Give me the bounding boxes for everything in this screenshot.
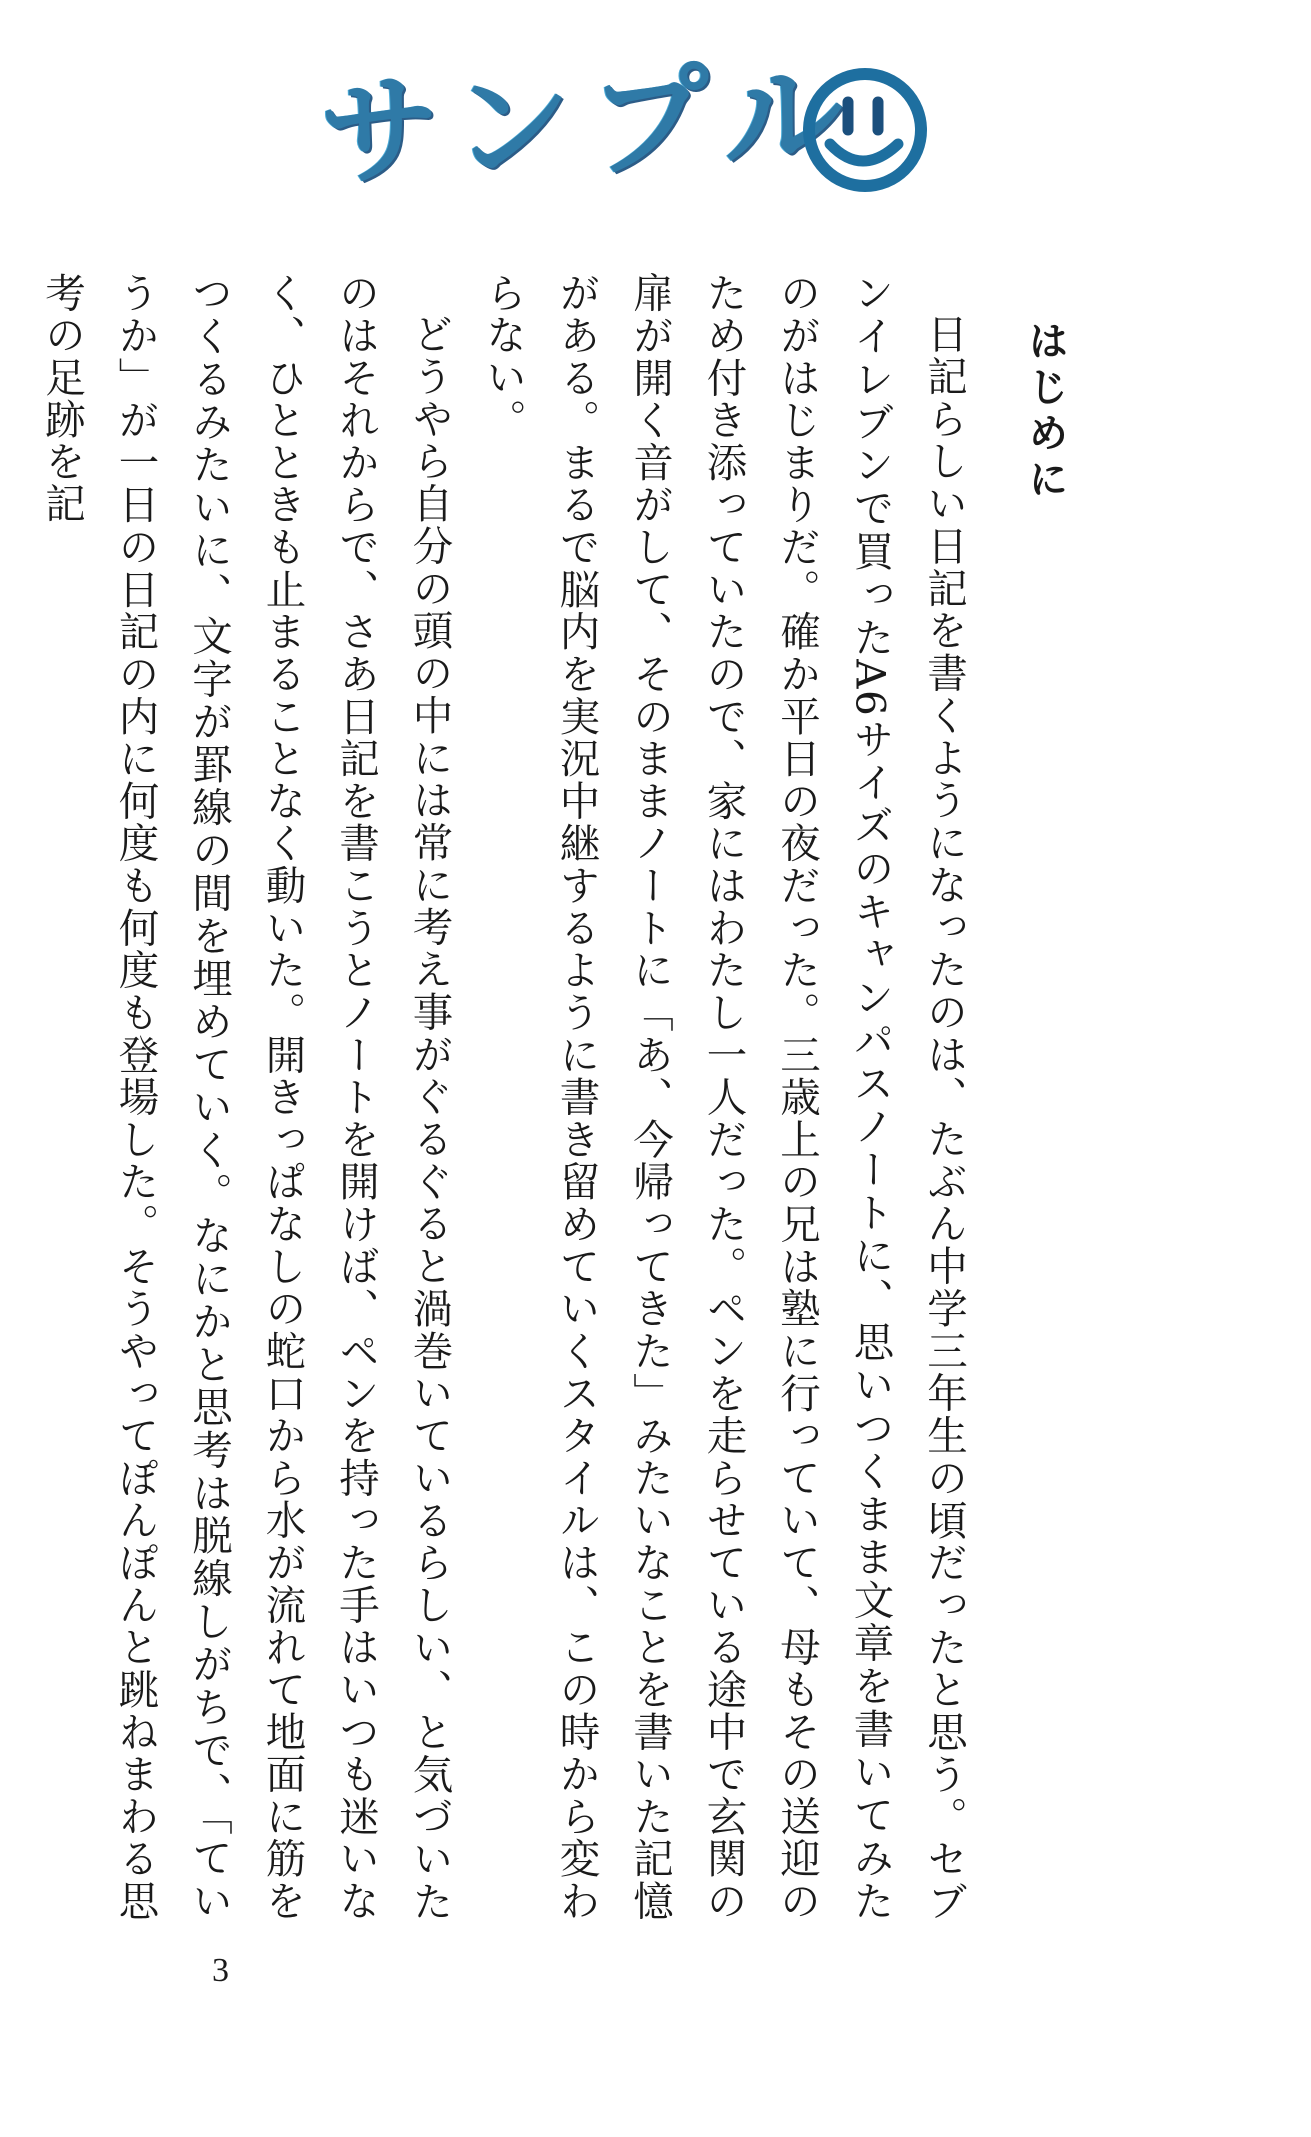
smiley-face-icon xyxy=(800,60,930,200)
sample-stamp xyxy=(317,46,920,210)
chapter-heading: はじめに xyxy=(1022,320,1068,504)
body-text xyxy=(38,272,980,1922)
page-number: 3 xyxy=(212,1952,229,1989)
paragraph-1: 日記らしい日記を書くようになったのは、たぶん中学三年生の頃だったと思う。セブンイレブンで買ったA6サイズのキャンパスノートに、思いつくまま文章を書いてみたのがはじまりだ。確か平日の夜だった。三歳上の兄は塾に行っていて、母もその送迎のため付き添っていたので、家にはわたし一人だった。ペンを走らせている途中で玄関の扉が開く音がして、そのままノートに「あ、今帰ってきた」みたいなことを書いた記憶がある。まるで脳内を実況中継するように書き留めていくスタイルは、この時から変わらない。 xyxy=(479,272,968,1922)
sample-stamp-text: サンプル xyxy=(317,46,864,204)
paragraph-2: どうやら自分の頭の中には常に考え事がぐるぐると渦巻いているらしい、と気づいたのはそれからで、さあ日記を書こうとノートを開けば、ペンを持った手はいつも迷いなく、ひとときも止まることなく動いた。開きっぱなしの蛇口から水が流れて地面に筋をつくるみたいに、文字が罫線の間を埋めていく。なにかと思考は脱線しがちで、「ていうか」が一日の日記の内に何度も何度も登場した。そうやってぽんぽんと跳ねまわる思考の足跡を記 xyxy=(38,272,454,1922)
